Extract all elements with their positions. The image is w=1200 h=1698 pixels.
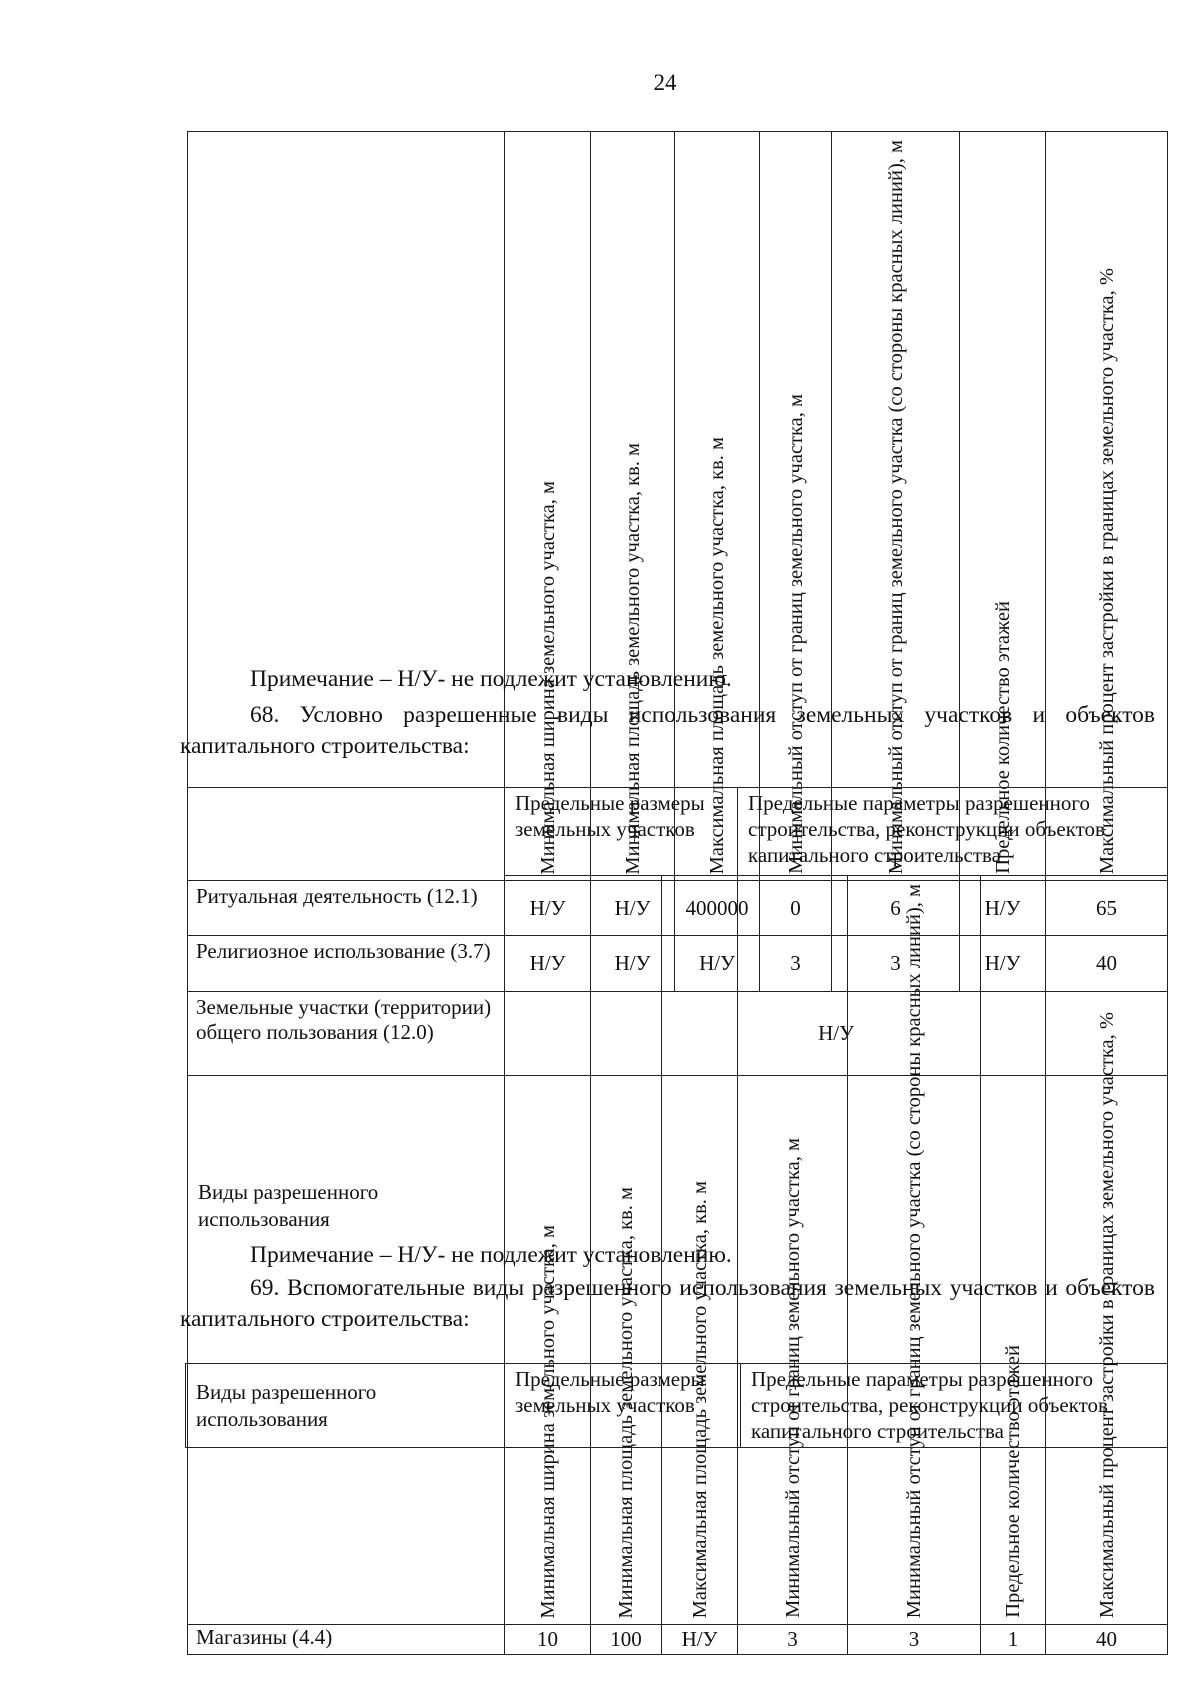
- paragraph-68: 68. Условно разрешенные виды использования земельных участков и объектов капитального строительства:: [180, 702, 1155, 759]
- group-header-construction-params: Предельные параметры разрешенного строительства, реконструкции объектов капитального строительства: [741, 1364, 1168, 1448]
- cell-value: 65: [1046, 881, 1168, 936]
- header-max-area: Максимальная площадь земельного участка, кв. м: [662, 876, 738, 1625]
- header-max-coverage: Максимальный процент застройки в границах земельного участка, %: [1046, 132, 1168, 881]
- auxiliary-use-table: [185, 1363, 1168, 1448]
- row-name: Магазины (4.4): [188, 1625, 505, 1655]
- group-header-plot-sizes: Предельные размеры земельных участков: [505, 788, 738, 876]
- cell-value: Н/У: [675, 936, 760, 992]
- group-header-construction-params: Предельные параметры разрешенного строительства, реконструкции объектов капитального строительства: [738, 788, 1168, 876]
- cell-value: 40: [1046, 936, 1168, 992]
- header-min-setback: Минимальный отступ от границ земельного участка, м: [760, 132, 832, 881]
- cell-value: 0: [760, 881, 832, 936]
- header-min-area: Минимальная площадь земельного участка, кв. м: [591, 132, 675, 881]
- cell-value: Н/У: [960, 936, 1046, 992]
- row-header: Виды разрешенного использования: [188, 788, 505, 1625]
- note-text: Примечание – Н/У- не подлежит установлению.: [250, 1242, 732, 1268]
- cell-value: Н/У: [505, 936, 591, 992]
- cell-value: Н/У: [591, 936, 675, 992]
- cell-value: 10: [505, 1625, 591, 1655]
- row-name: Религиозное использование (3.7): [188, 936, 505, 992]
- header-min-setback-red-lines: Минимальный отступ от границ земельного участка (со стороны красных линий), м: [848, 876, 981, 1625]
- cell-value: 3: [738, 1625, 848, 1655]
- cell-value: 3: [760, 936, 832, 992]
- header-min-width: Минимальная ширина земельного участка, м: [505, 876, 591, 1625]
- group-header-plot-sizes: Предельные размеры земельных участков: [505, 1364, 741, 1448]
- header-min-width: Минимальная ширина земельного участка, м: [505, 132, 591, 881]
- cell-value: Н/У: [960, 881, 1046, 936]
- table-row: [188, 1625, 1168, 1655]
- header-max-floors: Предельное количество этажей: [981, 876, 1046, 1625]
- page-number: 24: [653, 70, 677, 95]
- cell-value: Н/У: [662, 1625, 738, 1655]
- header-min-area: Минимальная площадь земельного участка, кв. м: [591, 876, 662, 1625]
- header-max-floors: Предельное количество этажей: [960, 132, 1046, 881]
- row-name: Земельные участки (территории) общего пользования (12.0): [188, 992, 505, 1076]
- cell-value: Н/У: [505, 881, 591, 936]
- paragraph-69: 69. Вспомогательные виды разрешенного использования земельных участков и объектов капитального строительства:: [180, 1275, 1155, 1332]
- cell-value: 3: [832, 936, 960, 992]
- row-header: Виды разрешенного использования: [186, 1364, 505, 1448]
- cell-value: Н/У: [591, 881, 675, 936]
- cell-value: 40: [1046, 1625, 1168, 1655]
- note-text: Примечание – Н/У- не подлежит установлению.: [250, 666, 732, 692]
- merged-cell-value: Н/У: [505, 992, 1168, 1076]
- cell-value: 6: [832, 881, 960, 936]
- conditional-use-table: [187, 787, 1168, 1655]
- header-empty-cell: [188, 132, 505, 881]
- cell-value: 100: [591, 1625, 662, 1655]
- cell-value: 1: [981, 1625, 1046, 1655]
- row-name: Ритуальная деятельность (12.1): [188, 881, 505, 936]
- header-max-coverage: Максимальный процент застройки в границах земельного участка, %: [1046, 876, 1168, 1625]
- cell-value: 3: [848, 1625, 981, 1655]
- header-min-setback: Минимальный отступ от границ земельного участка, м: [738, 876, 848, 1625]
- header-min-setback-red-lines: Минимальный отступ от границ земельного участка (со стороны красных линий), м: [832, 132, 960, 881]
- cell-value: 400000: [675, 881, 760, 936]
- header-max-area: Максимальная площадь земельного участка, кв. м: [675, 132, 760, 881]
